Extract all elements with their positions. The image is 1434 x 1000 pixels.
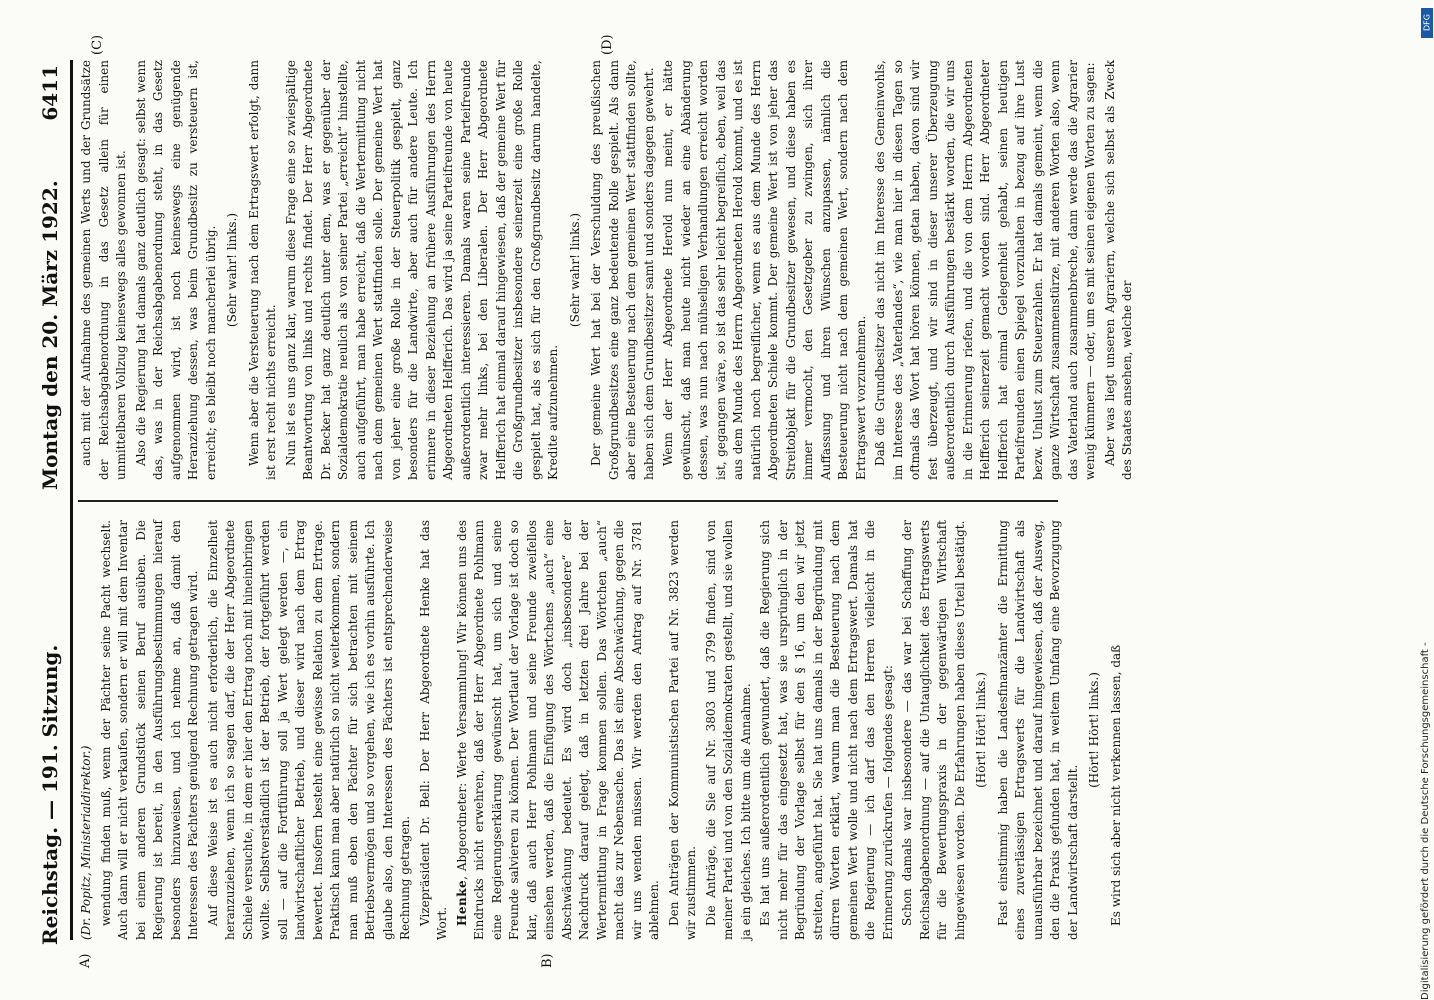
paragraph: Auf diese Weise ist es auch nicht erforderlich, die Einzelheit heranzuziehen, wenn ich so sagen darf, die der Herr Abgeordnete Schiele versuchte, in dem er hier den Ertrag noch mit hineinbringen wollte. Selbstverständlich ist der Betrieb, der fortgeführt werden soll — auf die Fortführung soll ja Wert gelegt werden —, ein landwirtschaftlicher Betrieb, und dieser wird nach dem Ertrag bewertet. Insofern besteht eine gewisse Relation zu dem Ertrage. Praktisch kann man aber natürlich so nicht weiterkommen, sondern man muß eben den Pächter für sich betrachten mit seinem Betriebsvermögen und so vorgehen, wie ich es vorhin ausführte. Ich glaube also, den Interessen des Pächters ist entsprechenderweise Rechnung getragen. bbox=[205, 520, 412, 940]
paragraph: Der gemeine Wert hat bei der Verschuldung des preußischen Großgrundbesitzes eine ganz bedeutende Rolle gespielt. Als dann aber eine Besteuerung nach dem gemeinen Wert stattfinden sollte, haben sich dem Grundbesitzer samt und sonders dagegen gewehrt. bbox=[589, 60, 656, 480]
right-column bbox=[78, 60, 1134, 480]
left-column bbox=[78, 520, 1123, 940]
page-number: 6411 bbox=[38, 65, 62, 121]
margin-mark-a: A) bbox=[78, 953, 93, 968]
paragraph: Wenn aber die Versteuerung nach dem Ertragswert erfolgt, dann ist erst recht nichts erreicht. bbox=[246, 60, 278, 480]
column-divider bbox=[78, 500, 1058, 502]
paragraph: Den Anträgen der Kommunistischen Partei auf Nr. 3823 werden wir zustimmen. bbox=[666, 520, 698, 940]
margin-mark-d: (D) bbox=[600, 34, 615, 55]
paragraph: Nun ist es uns ganz klar, warum diese Frage eine so zwiespältige Beantwortung von links und rechts findet. Der Herr Abgeordnete Dr. Becker hat ganz deutlich unter dem, was er gegenüber der Sozialdemokratie neulich als von seiner Partei „erreicht“ hinstellte, auch aufgeführt, man habe erreicht, daß die Wertermittlung nicht nach dem gemeinen Wert stattfinden solle. Der gemeine Wert hat von jeher eine große Rolle in der Steuerpolitik gespielt, ganz besonders für die Landwirte, aber auch für andere Leute. Ich erinnere in dieser Beziehung an frühere Ausführungen des Herrn Abgeordneten Helfferich. Das wird ja seine Parteifreunde von heute außerordentlich interessieren. Damals waren seine Parteifreunde zwar mehr links, bei den Liberalen. Der Herr Abgeordnete Helfferich hat einmal darauf hingewiesen, daß der gemeine Wert für die Großgrundbesitzer insbesondere seinerzeit eine große Rolle gespielt hat, als es sich für den Großgrundbesitz darum handelte, Kredite aufzunehmen. bbox=[283, 60, 560, 480]
interjection: (Sehr wahr! links.) bbox=[225, 212, 239, 328]
margin-mark-c: (C) bbox=[90, 34, 105, 55]
paragraph: wendung finden muß, wenn der Pächter seine Pacht wechselt. Auch dann will er nicht verkaufen, sondern er will mit dem Inventar bei einem anderen Grundstück seinen Beruf ausüben. Die Regierung ist bereit, in den Ausführungsbestimmungen hierauf besonders hinzuweisen, und ich nehme an, daß damit den Interessen des Pächters genügend Rechnung getragen wird. bbox=[98, 520, 200, 940]
paragraph: Schon damals war insbesondere — das war bei Schaffung der Reichsabgabenordnung — auf die Untauglichkeit des Ertragswerts für die Bewertungspraxis in der gegenwärtigen Wirtschaft hingewiesen worden. Die Erfahrungen haben dieses Urteil bestätigt. bbox=[900, 520, 967, 940]
interjection: (Hört! Hört! links.) bbox=[974, 672, 988, 788]
header-right-title: Montag den 20. März 1922. bbox=[38, 180, 62, 490]
speech-paragraph: Henke, Abgeordneter: Werte Versammlung! Wir können uns des Eindrucks nicht erwehren, daß der Herr Abgeordnete Pohlmann eine Regierungserklärung gewünscht hat, um sich und seine Freunde salvieren zu können. Der Wortlaut der Vorlage ist doch so klar, daß auch Herr Pohlmann und seine Freunde zweifellos einsehen werden, daß die Einfügung des Wörtchens „auch“ eine Abschwächung bedeutet. Es wird doch „insbesondere“ der Nachdruck darauf gelegt, daß in letzten drei Jahre bei der Wertermittlung in Frage kommen sollen. Das Wörtchen „auch“ macht das zur Nebensache. Das ist eine Abschwächung, gegen die wir uns wenden müssen. Wir werden den Antrag auf Nr. 3781 ablehnen. bbox=[454, 520, 661, 940]
paragraph: Aber was liegt unseren Agrariern, welche sich selbst als Zweck des Staates ansehen, welche der bbox=[1102, 60, 1134, 480]
page-header bbox=[30, 65, 70, 945]
margin-mark-b: B) bbox=[540, 953, 555, 968]
digitization-credit: Digitalisierung gefördert durch die Deutsche Forschungsgemeinschaft - bbox=[1420, 642, 1431, 1000]
interjection: (Hört! Hört! links.) bbox=[1087, 672, 1101, 788]
vice-president-line: Vizepräsident Dr. Bell: Der Herr Abgeordnete Henke hat das Wort. bbox=[417, 520, 449, 940]
speech-text: Abgeordneter: Werte Versammlung! Wir können uns des Eindrucks nicht erwehren, daß der Herr Abgeordnete Pohlmann eine Regierungserklärung gewünscht hat, um sich und seine Freunde salvieren zu können. Der Wortlaut der Vorlage ist doch so klar, daß auch Herr Pohlmann und seine Freunde zweifellos einsehen werden, daß die Einfügung des Wörtchens „auch“ eine Abschwächung bedeutet. Es wird doch „insbesondere“ der Nachdruck darauf gelegt, daß in letzten drei Jahre bei der Wertermittlung in Frage kommen sollen. Das Wörtchen „auch“ macht das zur Nebensache. Das ist eine Abschwächung, gegen die wir uns wenden müssen. Wir werden den Antrag auf Nr. 3781 ablehnen. bbox=[454, 520, 661, 940]
speaker-name: Henke bbox=[454, 879, 469, 926]
paragraph: Fast einstimmig haben die Landesfinanzämter die Ermittlung eines zuverlässigen Ertragswerts für die Landwirtschaft als unausführbar bezeichnet und darauf hingewiesen, daß der Ausweg, den die Praxis gefunden hat, in weitem Umfang eine Bevorzugung der Landwirtschaft darstellt. bbox=[995, 520, 1080, 940]
paragraph: Wenn der Herr Abgeordnete Herold nun meint, er hätte gewünscht, daß man heute nicht wieder an eine Abänderung dessen, was nun nach mühseligen Verhandlungen erreicht worden ist, gegangen wäre, so ist das sehr leicht begreiflich, eben, weil das aus dem Munde des Herrn Abgeordneten Herold kommt, und es ist natürlich noch begreiflicher, wenn es aus dem Munde des Herrn Abgeordneten Schiele kommt. Der gemeine Wert ist von jeher das Streitobjekt für die Grundbesitzer gewesen, und diese haben es immer vermocht, den Gesetzgeber zu zwingen, sich ihrer Auffassung und ihren Wünschen anzupassen, nämlich die Besteuerung nicht nach dem gemeinen Wert, sondern nach dem Ertragswert vorzunehmen. bbox=[661, 60, 868, 480]
paragraph: Die Anträge, die Sie auf Nr. 3803 und 3799 finden, sind von meiner Partei und von den Sozialdemokraten gestellt, und sie wollen ja ein gleiches. Ich bitte um die Annahme. bbox=[703, 520, 753, 940]
header-rule bbox=[70, 60, 73, 940]
paragraph: Es hat uns außerordentlich gewundert, daß die Regierung sich nicht mehr für das eingesetzt hat, was sie ursprünglich in der Begründung der Vorlage selbst für den § 16, um den wir jetzt streiten, angeführt hat. Sie hat uns damals in der Begründung mit dürren Worten erklärt, warum man die Besteuerung nach dem gemeinen Wert wolle und nicht nach dem Ertragswert. Damals hat die Regierung — ich darf das den Herren vielleicht in die Erinnerung zurückrufen — folgendes gesagt: bbox=[758, 520, 895, 940]
speaker-attribution: (Dr. Popitz, Ministerialdirektor.) bbox=[79, 745, 93, 940]
paragraph: auch mit der Aufnahme des gemeinen Werts und der Grundsätze der Reichsabgabenordnung in das Gesetz allein für einen unmittelbaren Vollzug keineswegs alles gewonnen ist. bbox=[79, 60, 128, 480]
interjection: (Sehr wahr! links.) bbox=[567, 212, 582, 328]
dfg-logo: DFG bbox=[1421, 8, 1433, 38]
paragraph: Daß die Grundbesitzer das nicht im Interesse des Gemeinwohls, im Interesse des „Vaterlandes“, wie man hier in diesen Tagen so oftmals das Wort hat hören können, getan haben, davon sind wir fest überzeugt, und wir sind in dieser unserer Überzeugung außerordentlich durch Ausführungen bestärkt worden, die wir uns in die Erinnerung riefen, und die von dem Herrn Abgeordneten Helfferich seinerzeit gemacht worden sind. Herr Abgeordneter Helfferich hat einmal Gelegenheit gehabt, seinen heutigen Parteifreunden einen Spiegel vorzuhalten in bezug auf ihre Lust bezw. Unlust zum Steuerzahlen. Er hat damals gemeint, wenn die ganze Wirtschaft zusammenstürze, mit anderen Worten also, wenn das Vaterland auch zusammenbreche, dann werde das die Agrarier wenig kümmern — oder, um es mit seinen eigenen Worten zu sagen: bbox=[873, 60, 1097, 480]
paragraph: Also die Regierung hat damals ganz deutlich gesagt: selbst wenn das, was in der Reichsabgabenordnung steht, in das Gesetz aufgenommen wird, ist noch keineswegs eine genügende Heranziehung dessen, was beim Grundbesitz zu versteuern ist, erreicht; es bleibt noch mancherlei übrig. bbox=[133, 60, 218, 480]
header-left-title: Reichstag. — 191. Sitzung. bbox=[38, 644, 62, 945]
paragraph: Es wird sich aber nicht verkennen lassen, daß bbox=[1108, 644, 1123, 926]
